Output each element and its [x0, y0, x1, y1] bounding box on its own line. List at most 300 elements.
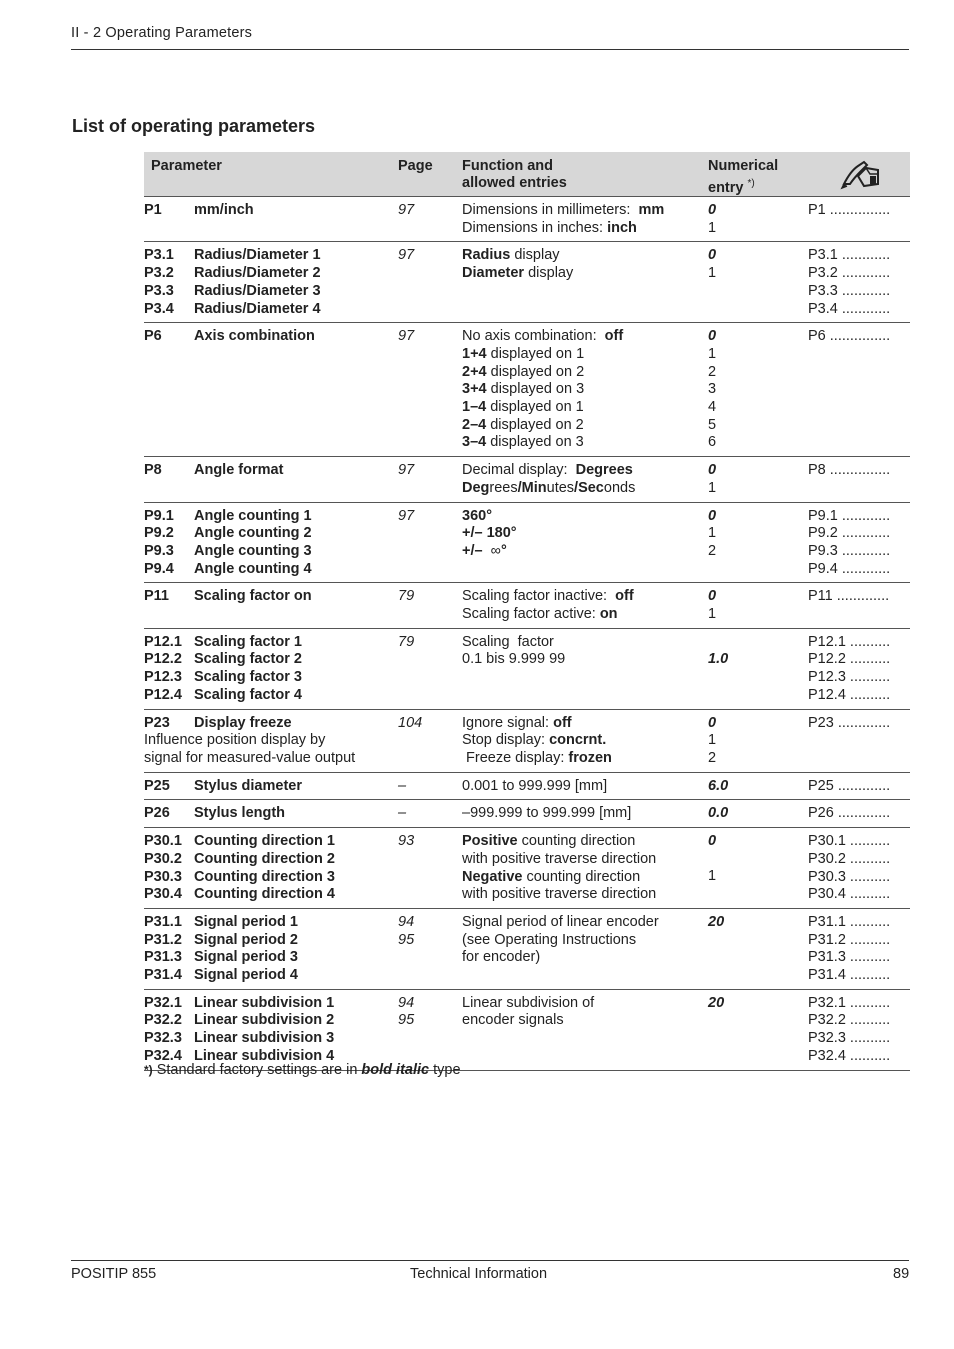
entry-line: P12.4 ..........	[808, 686, 891, 703]
param-code: P25	[144, 777, 170, 794]
function-text: with positive traverse direction	[462, 850, 657, 867]
param-code: P12.4	[144, 686, 182, 703]
param-label: Display freeze	[194, 714, 292, 731]
function-cell	[462, 202, 708, 237]
table-row	[144, 583, 910, 628]
numerical-cell	[708, 805, 808, 823]
table-row	[144, 196, 910, 242]
numerical-cell	[708, 588, 808, 623]
function-text: off	[604, 328, 624, 345]
footer-section: Technical Information	[410, 1266, 548, 1282]
function-text: 2+4	[462, 363, 487, 380]
function-text: 0.1 bis 9.999 99	[462, 651, 566, 668]
param-label: Counting direction 1	[194, 833, 335, 850]
numerical-value: 1	[708, 868, 717, 885]
function-text: (see Operating Instructions	[462, 931, 637, 948]
param-line	[144, 525, 398, 543]
function-text: 360°	[462, 507, 492, 524]
function-line	[462, 346, 708, 364]
numerical-cell	[708, 508, 808, 579]
param-code: P9.2	[144, 525, 174, 542]
function-line	[462, 417, 708, 435]
entry-line: P32.4 ..........	[808, 1047, 891, 1064]
function-text: °	[500, 542, 507, 559]
default-value: 0	[708, 328, 717, 345]
param-cell	[144, 328, 398, 452]
entry-line: P11 .............	[808, 588, 890, 605]
param-label: Signal period 2	[194, 931, 298, 948]
entry-field-cell	[808, 634, 910, 705]
entry-line: P8 ...............	[808, 462, 891, 479]
function-text: No axis combination:	[462, 328, 605, 345]
table-row	[144, 800, 910, 828]
param-label: Angle format	[194, 462, 284, 479]
table-row	[144, 990, 910, 1071]
table-row	[144, 629, 910, 710]
function-line	[462, 949, 708, 967]
param-label: Scaling factor 3	[194, 669, 302, 686]
entry-field-cell	[808, 508, 910, 579]
param-code: P3.3	[144, 282, 174, 299]
param-line	[144, 851, 398, 869]
param-code: P12.1	[144, 633, 182, 650]
param-line	[144, 1030, 398, 1048]
param-label: Signal period 4	[194, 967, 298, 984]
param-code: P9.1	[144, 507, 174, 524]
function-line	[462, 914, 708, 932]
param-description: signal for measured-value output	[144, 749, 356, 766]
function-line	[462, 606, 708, 624]
param-code: P32.2	[144, 1012, 182, 1029]
param-label: Signal period 3	[194, 949, 298, 966]
numerical-cell	[708, 462, 808, 497]
entry-line: P30.2 ..........	[808, 850, 891, 867]
function-text: for encoder)	[462, 949, 541, 966]
function-line	[462, 732, 708, 750]
numerical-value: 1	[708, 479, 717, 496]
numerical-cell	[708, 914, 808, 985]
entry-field-cell	[808, 202, 910, 237]
col-header-numerical-label: entry	[708, 179, 744, 196]
default-value: 6.0	[708, 777, 729, 794]
page-cell: 97	[398, 247, 415, 264]
entry-line: P31.3 ..........	[808, 949, 891, 966]
entry-line: P6 ...............	[808, 328, 891, 345]
entry-line: P12.2 ..........	[808, 651, 891, 668]
param-code: P1	[144, 202, 162, 218]
param-code: P32.3	[144, 1030, 182, 1047]
param-cell	[144, 202, 398, 237]
param-label: Linear subdivision 2	[194, 1012, 335, 1029]
param-cell	[144, 462, 398, 497]
function-text: with positive traverse direction	[462, 886, 657, 903]
function-line	[462, 1012, 708, 1030]
function-text: Ignore signal:	[462, 714, 554, 731]
param-code: P32.1	[144, 994, 182, 1011]
function-text: displayed on 1	[486, 399, 584, 416]
page-cell: –	[398, 805, 407, 822]
numerical-cell	[708, 833, 808, 904]
param-code: P12.2	[144, 651, 182, 668]
param-label: Scaling factor on	[194, 588, 312, 605]
default-value: 0	[708, 202, 717, 218]
table-row	[144, 323, 910, 457]
default-value: 0	[708, 714, 717, 731]
entry-field-cell	[808, 995, 910, 1066]
writing-hand-icon	[840, 158, 884, 195]
param-code: P32.4	[144, 1047, 182, 1064]
function-text: Deg	[462, 479, 490, 496]
function-line	[462, 869, 708, 887]
param-label: mm/inch	[194, 202, 254, 218]
function-text: mm	[638, 202, 665, 218]
param-label: Scaling factor 2	[194, 651, 302, 668]
page-cell: 97	[398, 507, 415, 524]
numerical-value: 6	[708, 434, 717, 451]
footnote	[144, 1062, 461, 1078]
default-value: 0	[708, 507, 717, 524]
param-label: Angle counting 4	[194, 560, 312, 577]
function-text: Scaling factor inactive:	[462, 588, 616, 605]
function-text: 3–4	[462, 434, 487, 451]
function-line	[462, 851, 708, 869]
function-text: +/– 180°	[462, 525, 517, 542]
param-cell	[144, 995, 398, 1066]
entry-field-cell	[808, 328, 910, 452]
function-line	[462, 202, 708, 220]
param-line	[144, 995, 398, 1013]
page-cell: 93	[398, 833, 415, 850]
param-description: Influence position display by	[144, 732, 326, 749]
numerical-value: 5	[708, 416, 717, 433]
numerical-cell	[708, 247, 808, 318]
function-text: counting direction	[522, 868, 641, 885]
function-line	[462, 381, 708, 399]
default-value: 0	[708, 833, 717, 850]
entry-field-cell	[808, 247, 910, 318]
param-label: Angle counting 3	[194, 542, 312, 559]
function-text: concrnt.	[549, 732, 607, 749]
param-code: P9.4	[144, 560, 174, 577]
numerical-value: 2	[708, 749, 717, 766]
entry-line: P31.1 ..........	[808, 913, 891, 930]
col-header-footnote-marker: *)	[747, 178, 755, 189]
function-text: +/–	[462, 542, 491, 559]
param-label: Angle counting 2	[194, 525, 312, 542]
col-header-parameter: Parameter	[151, 158, 222, 174]
page-number: 89	[893, 1266, 910, 1282]
param-code: P3.1	[144, 247, 174, 264]
param-label: Counting direction 2	[194, 850, 335, 867]
function-line	[462, 247, 708, 265]
footer-product: POSITIP 855	[71, 1266, 157, 1282]
function-text: Dimensions in inches:	[462, 219, 608, 236]
param-label: Radius/Diameter 3	[194, 282, 321, 299]
entry-line: P3.4 ............	[808, 300, 891, 317]
param-code: P12.3	[144, 669, 182, 686]
function-text: onds	[603, 479, 636, 496]
param-label: Stylus length	[194, 805, 286, 822]
function-text: Radius	[462, 247, 511, 264]
numerical-value: 1	[708, 606, 717, 623]
function-text: off	[553, 714, 572, 731]
function-text: 1–4	[462, 399, 487, 416]
param-line	[144, 715, 398, 733]
page-cell: 79	[398, 633, 415, 650]
entry-field-cell	[808, 715, 910, 768]
function-cell	[462, 462, 708, 497]
entry-field-cell	[808, 778, 910, 796]
table-row	[144, 457, 910, 502]
param-cell	[144, 805, 398, 823]
entry-line: P12.1 ..........	[808, 633, 891, 650]
param-label: Radius/Diameter 1	[194, 247, 321, 264]
function-text: Scaling factor	[462, 633, 554, 650]
entry-field-cell	[808, 462, 910, 497]
function-line	[462, 805, 708, 823]
function-text: Freeze display:	[462, 749, 569, 766]
param-line	[144, 914, 398, 932]
param-line	[144, 833, 398, 851]
param-code: P8	[144, 462, 162, 479]
param-line	[144, 1012, 398, 1030]
param-label: Signal period 1	[194, 913, 298, 930]
function-line	[462, 508, 708, 526]
page-cell: 94 95	[398, 913, 415, 948]
footnote-marker: *)	[144, 1063, 153, 1077]
default-value: 0	[708, 462, 717, 479]
param-line	[144, 949, 398, 967]
function-cell	[462, 833, 708, 904]
entry-line: P9.3 ............	[808, 542, 891, 559]
param-code: P31.2	[144, 931, 182, 948]
entry-line: P32.3 ..........	[808, 1030, 891, 1047]
entry-line: P32.2 ..........	[808, 1012, 891, 1029]
function-cell	[462, 508, 708, 579]
param-label: Counting direction 4	[194, 886, 335, 903]
function-line	[462, 886, 708, 904]
param-line	[144, 778, 398, 796]
numerical-cell	[708, 202, 808, 237]
function-cell	[462, 914, 708, 985]
param-line	[144, 202, 398, 220]
col-header-function-line2: allowed entries	[462, 175, 567, 191]
numerical-value: 1	[708, 345, 717, 362]
numerical-value: 2	[708, 363, 717, 380]
param-code: P23	[144, 714, 170, 731]
numerical-value: 2	[708, 542, 717, 559]
entry-line: P30.3 ..........	[808, 868, 891, 885]
param-code: P3.4	[144, 300, 174, 317]
function-line	[462, 399, 708, 417]
param-label: Linear subdivision 1	[194, 994, 335, 1011]
entry-line: P32.1 ..........	[808, 994, 891, 1011]
param-cell	[144, 634, 398, 705]
param-label: Radius/Diameter 2	[194, 265, 321, 282]
param-code: P31.1	[144, 913, 182, 930]
param-code: P30.3	[144, 868, 182, 885]
function-text: displayed on 2	[486, 363, 585, 380]
function-line	[462, 651, 708, 669]
param-line	[144, 283, 398, 301]
col-header-numerical-line2	[708, 175, 778, 197]
numerical-value	[708, 634, 808, 652]
page-cell: 104	[398, 714, 423, 731]
param-code: P30.2	[144, 850, 182, 867]
function-text: Dimensions in millimeters:	[462, 202, 639, 218]
param-cell	[144, 715, 398, 768]
header-rule	[71, 49, 909, 50]
function-line	[462, 480, 708, 498]
running-header: II - 2 Operating Parameters	[71, 25, 253, 41]
param-code: P9.3	[144, 542, 174, 559]
param-line	[144, 247, 398, 265]
function-line	[462, 995, 708, 1013]
table-row	[144, 909, 910, 990]
function-line	[462, 543, 708, 561]
param-line	[144, 932, 398, 950]
param-line	[144, 265, 398, 283]
default-value: 20	[708, 913, 725, 930]
param-cell	[144, 833, 398, 904]
param-line	[144, 651, 398, 669]
entry-line: P3.2 ............	[808, 265, 891, 282]
entry-line: P9.4 ............	[808, 560, 891, 577]
page-cell: 97	[398, 202, 415, 218]
entry-line: P25 .............	[808, 777, 891, 794]
function-text: 3+4	[462, 381, 487, 398]
page-cell: 79	[398, 588, 415, 605]
numerical-value: 1	[708, 219, 717, 236]
entry-field-cell	[808, 914, 910, 985]
param-label: Stylus diameter	[194, 777, 302, 794]
function-text: on	[599, 606, 618, 623]
function-text: displayed on 1	[486, 345, 585, 362]
function-text: Positive	[462, 833, 518, 850]
param-label: Scaling factor 4	[194, 686, 302, 703]
page-cell: 97	[398, 462, 415, 479]
function-line	[462, 364, 708, 382]
table-body	[144, 196, 910, 1071]
function-text: frozen	[568, 749, 612, 766]
table-row	[144, 710, 910, 773]
function-text: displayed on 3	[486, 434, 584, 451]
page-cell: –	[398, 777, 407, 794]
param-line	[144, 967, 398, 985]
function-text: encoder signals	[462, 1012, 564, 1029]
param-line	[144, 588, 398, 606]
function-text: display	[524, 265, 574, 282]
function-text: counting direction	[517, 833, 636, 850]
param-code: P31.3	[144, 949, 182, 966]
numerical-cell	[708, 634, 808, 705]
default-value: 0.0	[708, 805, 729, 822]
function-text: Stop display:	[462, 732, 550, 749]
function-text: 1+4	[462, 345, 487, 362]
entry-line: P3.1 ............	[808, 247, 891, 264]
numerical-value: 3	[708, 381, 717, 398]
function-text: –999.999 to 999.999 [mm]	[462, 805, 632, 822]
numerical-value	[708, 851, 808, 869]
param-label: Scaling factor 1	[194, 633, 302, 650]
col-header-function	[462, 158, 567, 192]
param-label: Angle counting 1	[194, 507, 312, 524]
function-line	[462, 525, 708, 543]
function-text: off	[615, 588, 634, 605]
param-line	[144, 634, 398, 652]
numerical-value: 1	[708, 525, 717, 542]
page-title: List of operating parameters	[72, 116, 316, 136]
param-line	[144, 462, 398, 480]
param-line	[144, 805, 398, 823]
footnote-text-after: type	[429, 1062, 461, 1078]
default-value: 1.0	[708, 651, 729, 668]
col-header-function-line1: Function and	[462, 158, 554, 174]
param-line	[144, 301, 398, 319]
entry-line: P23 .............	[808, 714, 891, 731]
param-cell	[144, 508, 398, 579]
table-row	[144, 828, 910, 909]
param-label: Linear subdivision 4	[194, 1047, 335, 1064]
entry-line: P3.3 ............	[808, 282, 891, 299]
default-value: 0	[708, 247, 717, 264]
entry-line: P9.1 ............	[808, 507, 891, 524]
default-value: 0	[708, 588, 717, 605]
numerical-value: 4	[708, 399, 717, 416]
entry-line: P1 ...............	[808, 202, 891, 218]
function-line	[462, 588, 708, 606]
function-line	[462, 634, 708, 652]
param-line	[144, 561, 398, 579]
function-line	[462, 265, 708, 283]
entry-line: P30.4 ..........	[808, 886, 891, 903]
function-text: rees	[489, 479, 518, 496]
numerical-cell	[708, 778, 808, 796]
table-header	[144, 152, 910, 196]
numerical-value: 1	[708, 732, 717, 749]
function-text: Decimal display:	[462, 462, 576, 479]
function-text: Degrees	[575, 462, 633, 479]
col-header-page: Page	[398, 158, 433, 174]
param-code: P31.4	[144, 967, 182, 984]
function-line	[462, 434, 708, 452]
param-line	[144, 669, 398, 687]
page-cell: 97	[398, 328, 415, 345]
table-row	[144, 503, 910, 584]
param-cell	[144, 247, 398, 318]
footnote-emphasis: bold italic	[361, 1062, 430, 1078]
param-line	[144, 508, 398, 526]
param-label: Radius/Diameter 4	[194, 300, 321, 317]
entry-field-cell	[808, 805, 910, 823]
function-cell	[462, 995, 708, 1066]
default-value: 20	[708, 994, 725, 1011]
function-line	[462, 778, 708, 796]
param-line	[144, 687, 398, 705]
function-cell	[462, 805, 708, 823]
param-code: P3.2	[144, 265, 174, 282]
param-code: P26	[144, 805, 170, 822]
function-text: display	[510, 247, 560, 264]
param-code: P30.4	[144, 886, 182, 903]
function-text: Negative	[462, 868, 523, 885]
table-row	[144, 242, 910, 323]
function-text: displayed on 3	[486, 381, 585, 398]
parameters-table	[144, 152, 910, 1071]
footnote-text-before: Standard factory settings are in	[152, 1062, 362, 1078]
function-line	[462, 932, 708, 950]
page-cell: 94 95	[398, 994, 415, 1029]
